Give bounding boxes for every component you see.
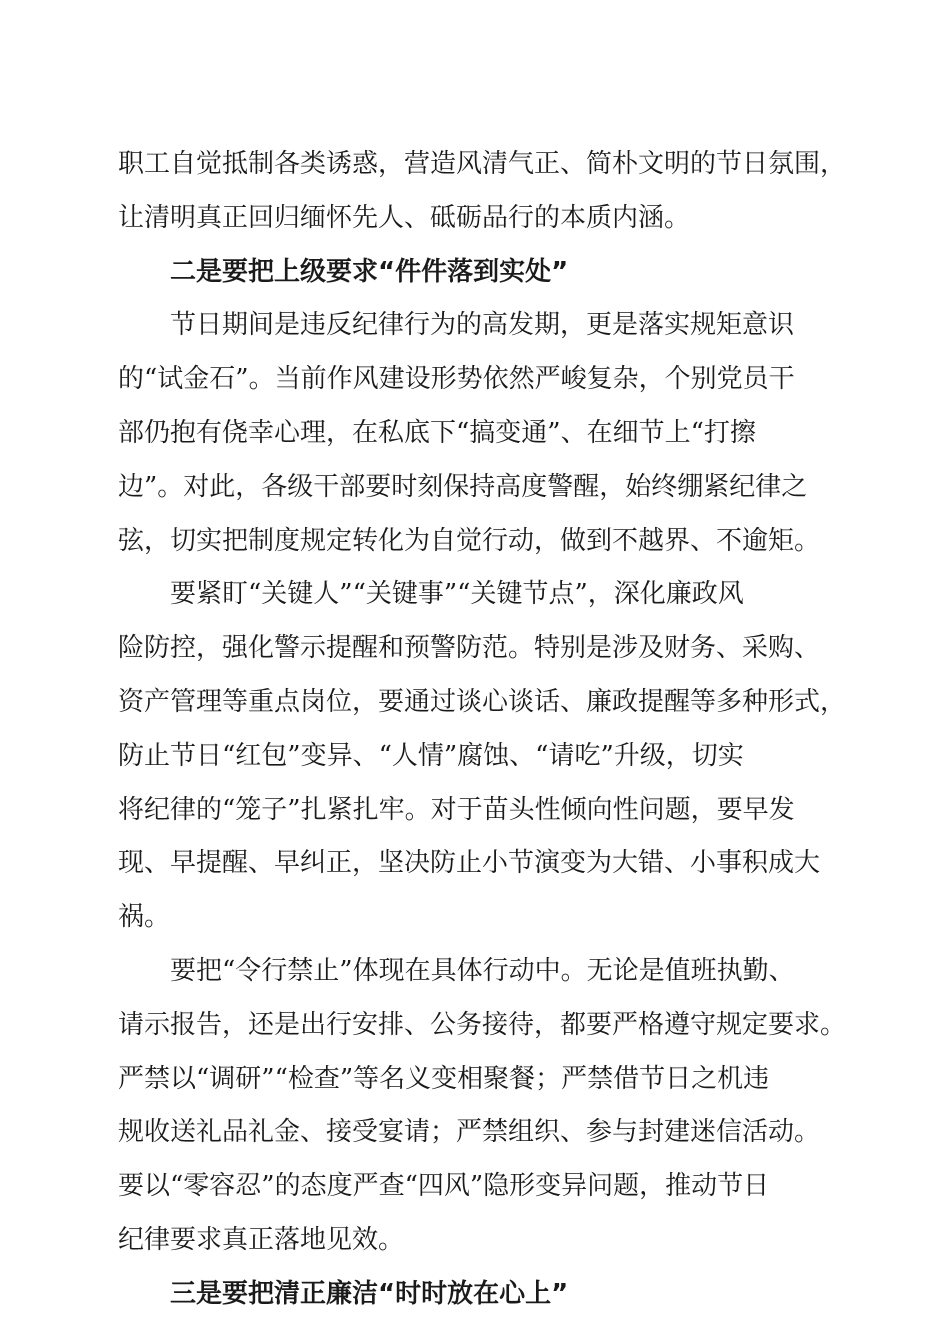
document-body — [118, 138, 847, 1322]
text-line: 请示报告，还是出行安排、公务接待，都要严格遵守规定要求。 — [118, 1009, 847, 1040]
text-line: 边”。对此，各级干部要时刻保持高度警醒，始终绷紧纪律之 — [118, 471, 808, 502]
text-line: 纪律要求真正落地见效。 — [118, 1224, 405, 1255]
text-line: 祸。 — [118, 902, 171, 933]
text-line: 弦，切实把制度规定转化为自觉行动，做到不越界、不逾矩。 — [118, 525, 821, 556]
text-line: 险防控，强化警示提醒和预警防范。特别是涉及财务、采购、 — [118, 633, 821, 664]
text-line: 节日期间是违反纪律行为的高发期，更是落实规矩意识 — [170, 310, 795, 341]
text-line: 将纪律的“笼子”扎紧扎牢。对于苗头性倾向性问题，要早发 — [118, 794, 795, 825]
text-line: 让清明真正回归缅怀先人、砥砺品行的本质内涵。 — [118, 202, 691, 233]
section-heading-two: 二是要把上级要求“件件落到实处” — [170, 256, 569, 287]
text-line: 要紧盯“关键人”“关键事”“关键节点”，深化廉政风 — [170, 579, 744, 610]
text-line: 资产管理等重点岗位，要通过谈心谈话、廉政提醒等多种形式， — [118, 686, 847, 717]
text-line: 职工自觉抵制各类诱惑，营造风清气正、简朴文明的节日氛围， — [118, 149, 847, 179]
text-line: 部仍抱有侥幸心理，在私底下“搞变通”、在细节上“打擦 — [118, 417, 756, 448]
text-line: 防止节日“红包”变异、“人情”腐蚀、“请吃”升级，切实 — [118, 740, 744, 771]
section-heading-three: 三是要把清正廉洁“时时放在心上” — [170, 1278, 569, 1309]
text-line: 严禁以“调研”“检查”等名义变相聚餐；严禁借节日之机违 — [118, 1063, 770, 1094]
text-line: 规收送礼品礼金、接受宴请；严禁组织、参与封建迷信活动。 — [118, 1117, 821, 1148]
text-line: 的“试金石”。当前作风建设形势依然严峻复杂，个别党员干 — [118, 364, 795, 395]
text-line: 要把“令行禁止”体现在具体行动中。无论是值班执勤、 — [170, 955, 795, 986]
text-line: 现、早提醒、早纠正，坚决防止小节演变为大错、小事积成大 — [118, 848, 821, 879]
text-line: 要以“零容忍”的态度严查“四风”隐形变异问题，推动节日 — [118, 1171, 770, 1202]
